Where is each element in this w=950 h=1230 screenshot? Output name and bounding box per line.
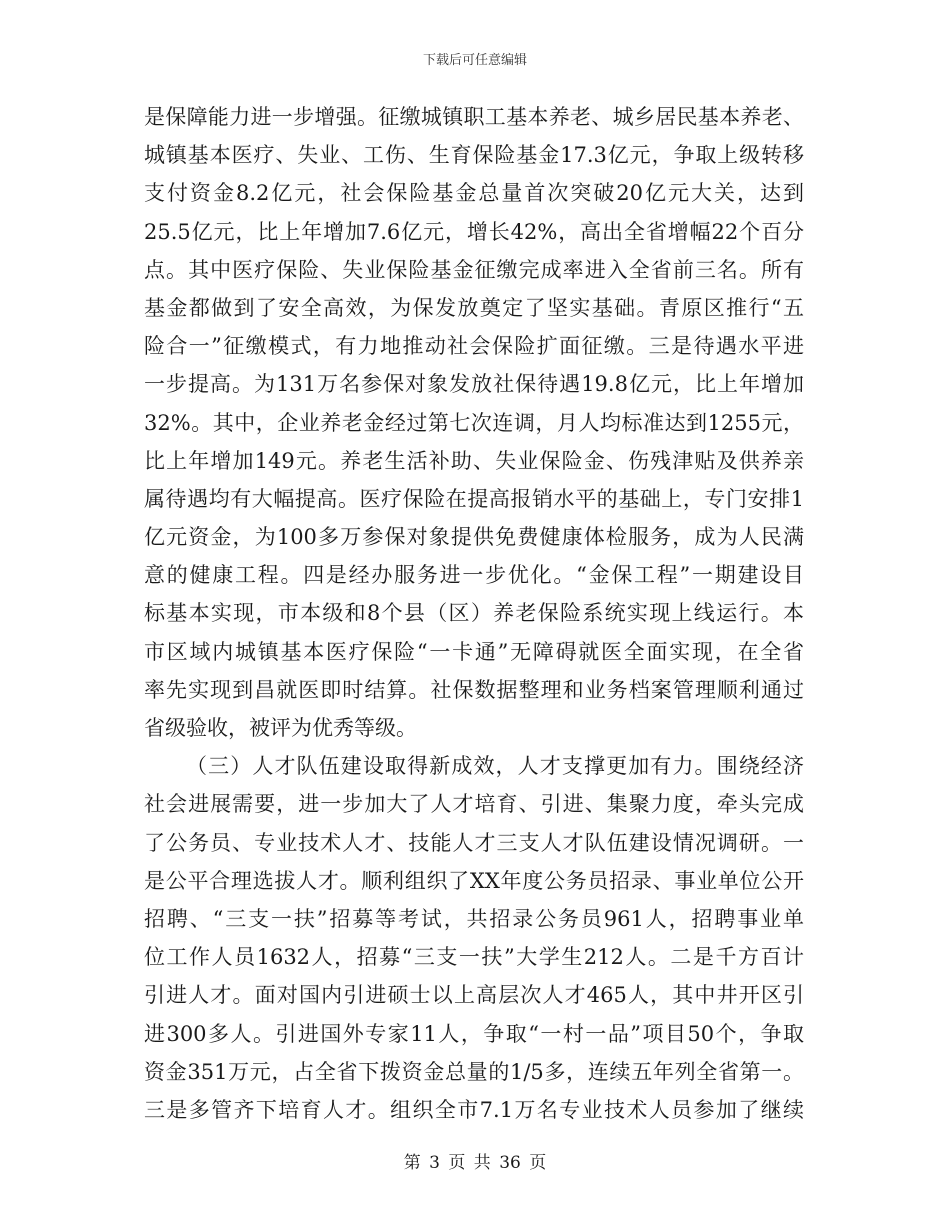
text-line: 25.5亿元，比上年增加7.6亿元，增长42%，高出全省增幅22个百分 [144, 219, 804, 244]
document-body [144, 98, 804, 1129]
section-heading-line: （三）人才队伍建设取得新成效，人才支撑更加有力。围绕经济 [186, 754, 804, 779]
text-line: 基金都做到了安全高效，为保发放奠定了坚实基础。青原区推行“五 [144, 295, 804, 320]
page-number-footer: 第 3 页 共 36 页 [403, 1153, 547, 1173]
text-line: 属待遇均有大幅提高。医疗保险在提高报销水平的基础上，专门安排1 [144, 486, 804, 511]
text-line: 市区域内城镇基本医疗保险“一卡通”无障碍就医全面实现，在全省 [144, 639, 804, 664]
paragraph-end-line: 省级验收，被评为优秀等级。 [144, 716, 417, 740]
text-line: 是保障能力进一步增强。征缴城镇职工基本养老、城乡居民基本养老、 [144, 105, 804, 129]
text-line: 引进人才。面对国内引进硕士以上高层次人才465人，其中井开区引 [144, 983, 804, 1008]
text-line: 位工作人员1632人，招募“三支一扶”大学生212人。二是千方百计 [144, 945, 804, 970]
text-line: 率先实现到昌就医即时结算。社保数据整理和业务档案管理顺利通过 [144, 677, 804, 702]
text-line: 是公平合理选拔人才。顺利组织了XX年度公务员招录、事业单位公开 [144, 868, 804, 893]
text-line: 险合一”征缴模式，有力地推动社会保险扩面征缴。三是待遇水平进 [144, 334, 804, 359]
page-header-note: 下载后可任意编辑 [422, 53, 527, 68]
text-line: 比上年增加149元。养老生活补助、失业保险金、伤残津贴及供养亲 [144, 448, 804, 473]
text-line: 社会进展需要，进一步加大了人才培育、引进、集聚力度，牵头完成 [144, 792, 804, 817]
text-line: 亿元资金，为100多万参保对象提供免费健康体检服务，成为人民满 [144, 525, 804, 550]
text-line: 三是多管齐下培育人才。组织全市7.1万名专业技术人员参加了继续 [144, 1097, 804, 1122]
text-line: 一步提高。为131万名参保对象发放社保待遇19.8亿元，比上年增加 [144, 372, 804, 397]
text-line: 了公务员、专业技术人才、技能人才三支人才队伍建设情况调研。一 [144, 830, 804, 855]
text-line: 城镇基本医疗、失业、工伤、生育保险基金17.3亿元，争取上级转移 [144, 143, 804, 168]
text-line: 招聘、“三支一扶”招募等考试，共招录公务员961人，招聘事业单 [144, 906, 804, 931]
text-line: 支付资金8.2亿元，社会保险基金总量首次突破20亿元大关，达到 [144, 181, 804, 206]
text-line: 意的健康工程。四是经办服务进一步优化。“金保工程”一期建设目 [144, 563, 804, 588]
text-line: 进300多人。引进国外专家11人，争取“一村一品”项目50个，争取 [144, 1021, 804, 1046]
text-line: 资金351万元，占全省下拨资金总量的1/5多，连续五年列全省第一。 [144, 1059, 804, 1084]
text-line: 点。其中医疗保险、失业保险基金征缴完成率进入全省前三名。所有 [144, 257, 804, 282]
text-line: 32%。其中，企业养老金经过第七次连调，月人均标准达到1255元， [144, 410, 804, 435]
text-line: 标基本实现，市本级和8个县（区）养老保险系统实现上线运行。本 [144, 601, 804, 626]
